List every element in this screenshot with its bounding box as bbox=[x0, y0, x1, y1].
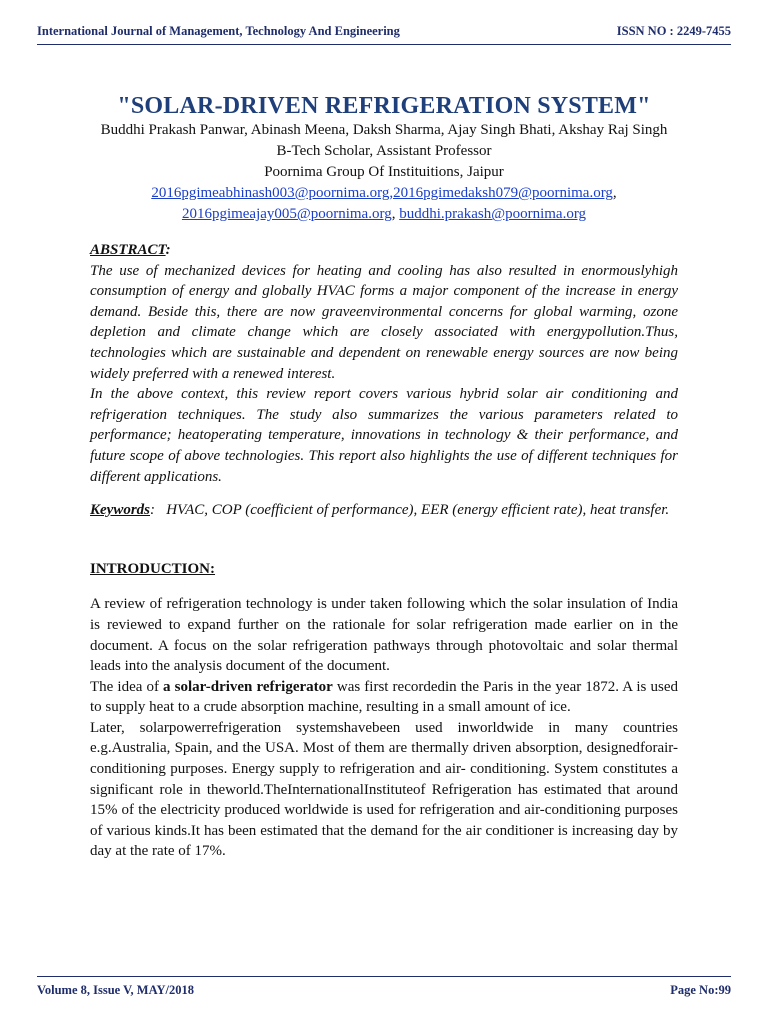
email-link-ajay[interactable]: 2016pgimeajay005@poornima.org bbox=[181, 206, 392, 222]
paper-title: "SOLAR-DRIVEN REFRIGERATION SYSTEM" bbox=[117, 93, 651, 119]
author-institution: Poornima Group Of Instituitions, Jaipur bbox=[264, 164, 504, 180]
author-names: Buddhi Prakash Panwar, Abinash Meena, Daksh Sharma, Ajay Singh Bhati, Akshay Raj Singh bbox=[100, 122, 668, 138]
introduction-paragraph-2: The idea of a solar-driven refrigerator was first recordedin the Paris in the year 1872. A is used to supply heat to a crude absorption machine, resulting in a small amount of ice. bbox=[90, 678, 678, 716]
page-header bbox=[0, 0, 768, 48]
author-role: B-Tech Scholar, Assistant Professor bbox=[276, 143, 492, 159]
abstract-paragraph-2: In the above context, this review report covers various hybrid solar air conditioning and refrigeration techniques. The study also summarizes the various parameters related to performance; heatoperating temperature, innovations in technology & their performance, and future scope of above technologies. This report also highlights the use of different techniques for different applications. bbox=[90, 386, 678, 485]
introduction-paragraph-1: A review of refrigeration technology is under taken following which the solar insulation of India is reviewed to expand further on the rationale for solar refrigeration made earlier on in the document. A focus on the solar refrigeration pathways through photovoltaic and solar thermal leads into the analysis document of the document. bbox=[90, 596, 678, 675]
email-line-1 bbox=[60, 183, 708, 204]
header-divider bbox=[37, 44, 731, 45]
title-block bbox=[60, 92, 708, 225]
introduction-heading: INTRODUCTION: bbox=[90, 560, 216, 577]
footer-divider bbox=[37, 976, 731, 977]
journal-name: International Journal of Management, Technology And Engineering bbox=[37, 24, 400, 38]
main-content bbox=[90, 240, 678, 862]
issn-number: ISSN NO : 2249-7455 bbox=[616, 24, 731, 38]
keywords-text: HVAC, COP (coefficient of performance), EER (energy efficient rate), heat transfer. bbox=[166, 502, 670, 519]
email-link-1[interactable]: 2016pgimeabhinash003@poornima.org,2016pgimedaksh079@poornima.org bbox=[151, 185, 613, 201]
keywords-label: Keywords bbox=[90, 502, 150, 519]
volume-info: Volume 8, Issue V, MAY/2018 bbox=[37, 983, 194, 997]
email-link-buddhi[interactable]: buddhi.prakash@poornima.org bbox=[399, 206, 587, 222]
page-number: Page No:99 bbox=[670, 983, 731, 997]
email-separator: , bbox=[391, 206, 400, 222]
bold-phrase: a solar-driven refrigerator bbox=[163, 678, 333, 695]
abstract-paragraph-1: The use of mechanized devices for heating and cooling has also resulted in enormouslyhigh consumption of energy and globally HVAC forms a major component of the increase in energy demand. Beside this, there are now graveenvironmental concerns for global warming, ozone depletion and climate change which are closely associated with energypollution.Thus, technologies which are sustainable and dependent on renewable energy sources are now being widely preferred with a renewed interest. bbox=[90, 262, 678, 382]
email-separator: , bbox=[612, 185, 617, 201]
abstract-heading: ABSTRACT: bbox=[90, 242, 171, 258]
email-line-2 bbox=[60, 204, 708, 225]
keywords-line: Keywords: HVAC, COP (coefficient of performance), EER (energy efficient rate), heat transfer. bbox=[90, 502, 670, 519]
introduction-paragraph-3: Later, solarpowerrefrigeration systemshavebeen used inworldwide in many countries e.g.Australia, Spain, and the USA. Most of them are thermally driven absorption, designedforair-conditioning purposes. Energy supply to refrigeration and air- conditioning. System constitutes a significant role in theworld.TheInternationalInstituteof Refrigeration has estimated that around 15% of the electricity produced worldwide is used for refrigeration and air-conditioning purposes of various kinds.It has been estimated that the demand for the air conditioner is increasing day by day at the rate of 17%. bbox=[90, 719, 678, 860]
